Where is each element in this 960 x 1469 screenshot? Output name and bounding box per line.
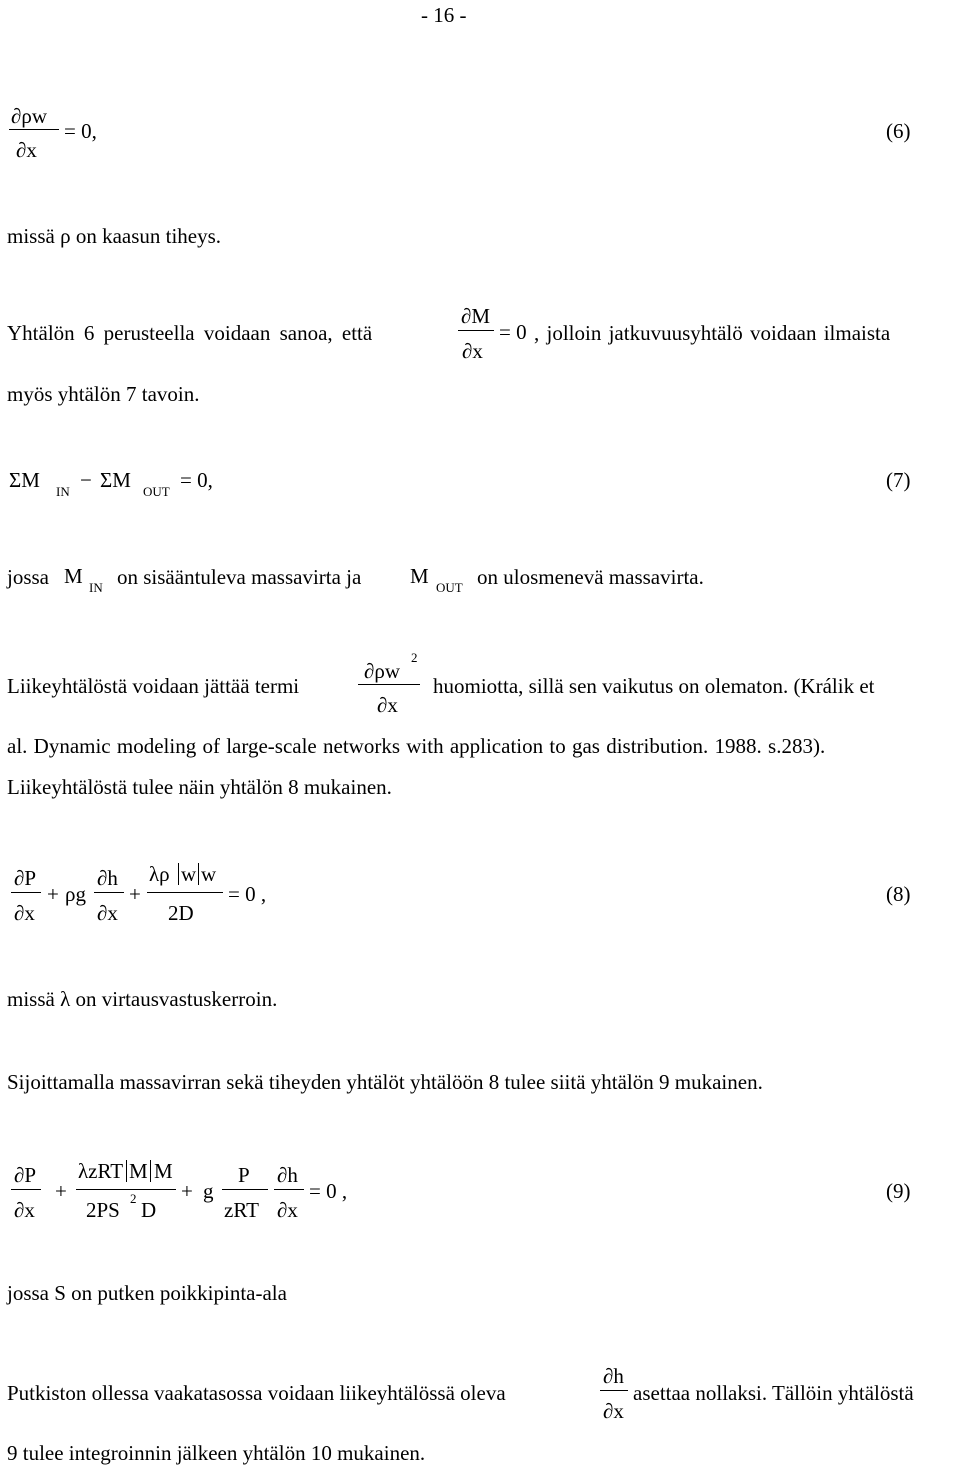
eq8-f2-den: ∂x — [97, 901, 118, 925]
eq6-fraction-bar — [9, 129, 59, 130]
momentum-text-before: Liikeyhtälöstä voidaan jättää termi — [7, 674, 300, 698]
eq8-abs-bar-1 — [178, 863, 179, 885]
page-number: - 16 - — [421, 3, 467, 27]
eq9-plus2: + — [181, 1179, 193, 1203]
eq8-rho-g: ρg — [65, 882, 86, 906]
eq9-abs-bar-1 — [126, 1160, 127, 1182]
eq8-f3-num-w1: w — [181, 862, 197, 886]
eq9-f2-den-sup: 2 — [130, 1191, 137, 1206]
continuity-text-before: Yhtälön 6 perusteella voidaan sanoa, että — [7, 321, 373, 345]
eq9-f2-num-a: λzRT — [78, 1159, 124, 1183]
massflow-text-c: on ulosmenevä massavirta. — [477, 565, 704, 589]
eq8-f1-den: ∂x — [14, 901, 35, 925]
continuity-fraction-bar — [458, 330, 494, 331]
eq8-plus1: + — [47, 882, 59, 906]
horizontal-text-after: asettaa nollaksi. Tällöin yhtälöstä — [633, 1381, 914, 1405]
eq8-f3-num-lambda-rho: λρ — [149, 862, 170, 886]
eq8-f1-num: ∂P — [14, 866, 37, 890]
horizontal-frac-den: ∂x — [603, 1399, 624, 1423]
eq8-abs-bar-2 — [198, 863, 199, 885]
eq8-f3-den: 2D — [168, 901, 194, 925]
momentum-frac-den: ∂x — [377, 693, 398, 717]
massflow-m-in: M — [64, 564, 83, 588]
momentum-fraction-bar — [358, 684, 420, 685]
eq8-rhs: = 0 , — [228, 882, 267, 906]
eq9-f4-num: ∂h — [277, 1163, 298, 1187]
horizontal-line2: 9 tulee integroinnin jälkeen yhtälön 10 mukainen. — [7, 1441, 426, 1465]
massflow-text-b: on sisääntuleva massavirta ja — [117, 565, 362, 589]
eq9-f4-bar — [274, 1189, 304, 1190]
eq6-denominator: ∂x — [16, 138, 37, 162]
massflow-text-a: jossa — [7, 565, 49, 589]
continuity-text-after: , jolloin jatkuvuusyhtälö voidaan ilmaista — [534, 321, 891, 345]
eq9-f2-num-m2: M — [154, 1159, 173, 1183]
eq6-rhs: = 0, — [64, 119, 97, 143]
horizontal-fraction-bar — [600, 1390, 628, 1391]
eq8-f1-bar — [11, 892, 41, 893]
paragraph-substitution: Sijoittamalla massavirran sekä tiheyden yhtälöt yhtälöön 8 tulee siitä yhtälön 9 mukainen. — [7, 1070, 763, 1094]
momentum-text-after: huomiotta, sillä sen vaikutus on olematon. (Králik et — [433, 674, 875, 698]
continuity-line2: myös yhtälön 7 tavoin. — [7, 382, 200, 406]
eq9-f3-den: zRT — [224, 1198, 259, 1222]
eq7-sum-out: ΣM — [100, 468, 131, 492]
eq9-abs-bar-2 — [150, 1160, 151, 1182]
paragraph-cross-section: jossa S on putken poikkipinta-ala — [7, 1281, 287, 1305]
eq8-label: (8) — [886, 882, 911, 906]
eq9-f2-den-b: D — [141, 1198, 157, 1222]
momentum-line3: Liikeyhtälöstä tulee näin yhtälön 8 mukainen. — [7, 775, 392, 799]
horizontal-frac-num: ∂h — [603, 1364, 624, 1388]
eq6-label: (6) — [886, 119, 911, 143]
eq9-f2-num-m1: M — [129, 1159, 148, 1183]
eq9-rhs: = 0 , — [309, 1179, 348, 1203]
paragraph-friction: missä λ on virtausvastuskerroin. — [7, 987, 278, 1011]
eq8-f3-bar — [147, 892, 223, 893]
continuity-frac-num: ∂M — [461, 304, 491, 328]
eq7-sub-out: OUT — [143, 484, 170, 499]
eq8-f3-num-w2: w — [201, 862, 217, 886]
eq9-f1-den: ∂x — [14, 1198, 35, 1222]
eq7-sum-in: ΣM — [9, 468, 40, 492]
momentum-reference: al. Dynamic modeling of large-scale networks with application to gas distribution. 1988. s.283). — [7, 734, 826, 758]
massflow-sub-out: OUT — [436, 580, 463, 595]
momentum-frac-num: ∂ρw — [364, 659, 401, 683]
eq9-f3-num: P — [238, 1163, 250, 1187]
eq8-f2-num: ∂h — [97, 866, 118, 890]
eq9-f2-bar — [76, 1189, 176, 1190]
eq9-f3-bar — [222, 1189, 268, 1190]
eq9-f1-num: ∂P — [14, 1163, 37, 1187]
massflow-m-out: M — [410, 564, 429, 588]
massflow-sub-in: IN — [89, 580, 103, 595]
eq7-minus: − — [80, 468, 92, 492]
horizontal-text-before: Putkiston ollessa vaakatasossa voidaan liikeyhtälössä oleva — [7, 1381, 506, 1405]
continuity-eq: = 0 — [499, 320, 527, 344]
eq9-label: (9) — [886, 1179, 911, 1203]
eq9-f4-den: ∂x — [277, 1198, 298, 1222]
eq9-f2-den-a: 2PS — [86, 1198, 120, 1222]
eq7-sub-in: IN — [56, 484, 70, 499]
eq7-rhs: = 0, — [180, 468, 213, 492]
momentum-frac-sup: 2 — [411, 650, 418, 665]
eq9-g: g — [203, 1179, 214, 1203]
paragraph-density: missä ρ on kaasun tiheys. — [7, 224, 222, 248]
eq8-f2-bar — [94, 892, 124, 893]
continuity-frac-den: ∂x — [462, 339, 483, 363]
eq9-f1-bar — [11, 1189, 41, 1190]
eq8-plus2: + — [129, 882, 141, 906]
eq7-label: (7) — [886, 468, 911, 492]
eq6-numerator: ∂ρw — [11, 104, 48, 128]
eq9-plus1: + — [55, 1179, 67, 1203]
